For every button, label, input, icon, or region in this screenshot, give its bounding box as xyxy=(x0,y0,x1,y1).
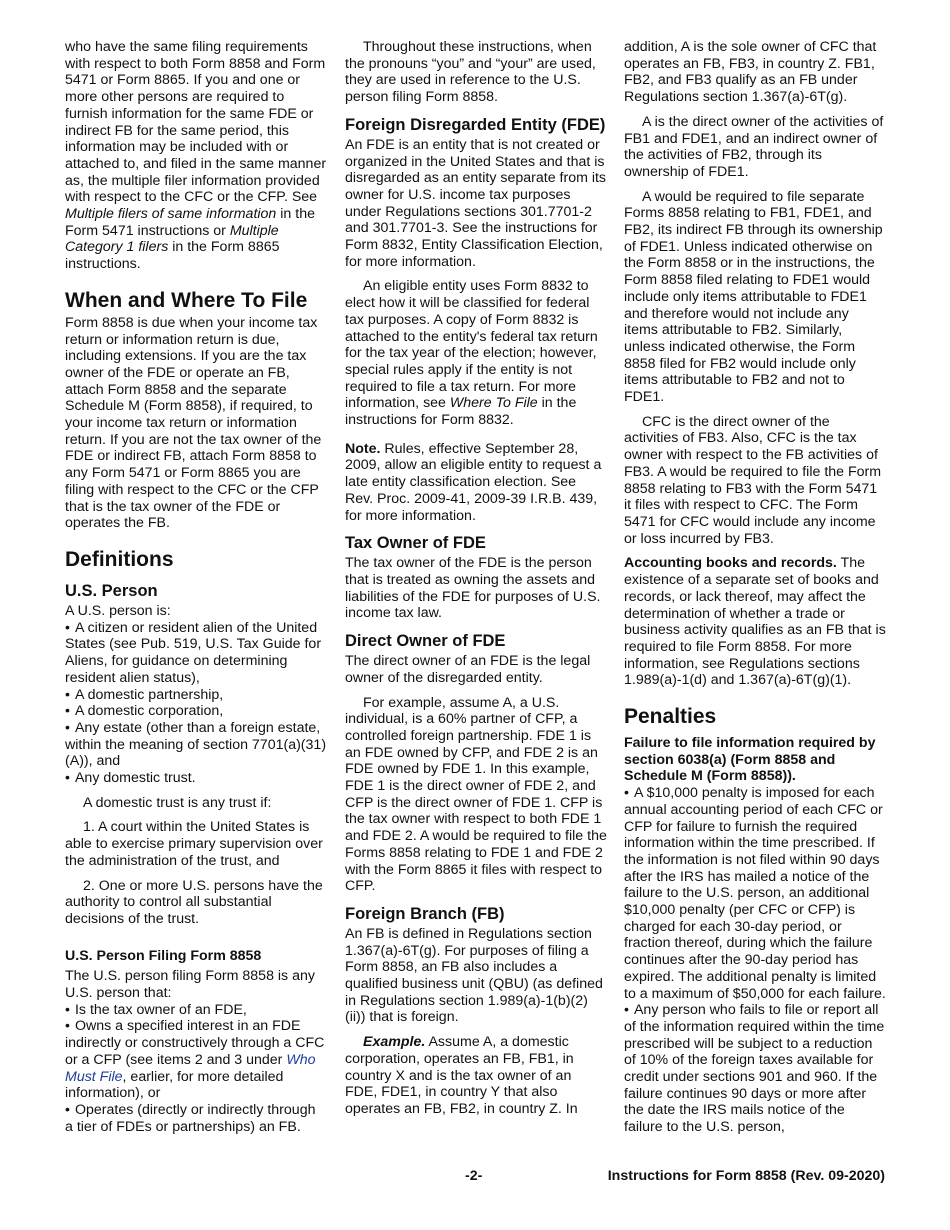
list-item: • Any domestic trust. xyxy=(65,770,327,787)
paragraph-accounting-books: Accounting books and records. The existence of a separate set of books and records, or lack thereof, may affect the determination of whether a trade or business activity qualifies as an FB that is required to file Form 8858. For more information, see Regulations sections 1.989(a)-1(d) and 1.367(a)-6T(g)(1). xyxy=(624,555,886,689)
list-item: • A domestic partnership, xyxy=(65,687,327,704)
heading-fde: Foreign Disregarded Entity (FDE) xyxy=(345,115,606,134)
trust-condition-2: 2. One or more U.S. persons have the authority to control all substantial decisions of the trust. xyxy=(65,877,323,927)
paragraph-direct-owner: The direct owner of an FDE is the legal owner of the disregarded entity. xyxy=(345,653,591,686)
list-item: • A domestic corporation, xyxy=(65,703,327,720)
list-item: • Any estate (other than a foreign estate, within the meaning of section 7701(a)(31)(A)), and xyxy=(65,720,327,770)
paragraph-fde: An FDE is an entity that is not created or organized in the United States and that is disregarded as an entity separate from its owner for U.S. income tax purposes under Regulations sections 301.7701-2 and 301.7701-3. See the instructions for Form 8832, Entity Classification Election, for more information. xyxy=(345,136,607,270)
list-item: • Is the tax owner of an FDE, xyxy=(65,1002,327,1019)
paragraph-pronouns: Throughout these instructions, when the pronouns “you” and “your” are used, they are used in reference to the U.S. person filing Form 8858. xyxy=(345,39,596,106)
paragraph-us-person: A U.S. person is: xyxy=(65,602,171,619)
heading-foreign-branch: Foreign Branch (FB) xyxy=(345,904,505,923)
paragraph-eligible-entity: An eligible entity uses Form 8832 to elect how it will be classified for federal tax purposes. A copy of Form 8832 is attached to the entity's federal tax return for the tax year of the election; however, special rules apply if the entity is not required to file a tax return. For more information, see Where To File in the instructions for Form 8832. xyxy=(345,278,598,429)
trust-condition-1: 1. A court within the United States is able to exercise primary supervision over the administration of the trust, and xyxy=(65,819,323,869)
list-item: • A citizen or resident alien of the United States (see Pub. 519, U.S. Tax Guide for Aliens, for guidance on determining resident alien status), xyxy=(65,620,327,687)
footer-title: Instructions for Form 8858 (Rev. 09-2020) xyxy=(607,1168,885,1184)
heading-penalties: Penalties xyxy=(624,705,717,729)
paragraph-a-required: A would be required to file separate Forms 8858 relating to FB1, FDE1, and FB2, its indirect FB through its ownership of FDE1. Unless indicated otherwise on the Form 8858 or in the instructions, the Form 8858 filed relating to FDE1 would include only items attributable to FDE1 and therefore would not include any items attributable to FB2. Similarly, unless indicated otherwise, the Form 8858 filed for FB2 would include only items attributable to FB2 and not to FDE1. xyxy=(624,188,883,406)
paragraph-cfc: CFC is the direct owner of the activities of FB3. Also, CFC is the tax owner with respect to the FB activities of FB3. A would be required to file the Form 8858 relating to FB3 with the Form 5471 it files with respect to CFC. The Form 5471 for CFC would include any income or loss incurred by FB3. xyxy=(624,413,882,547)
paragraph-foreign-branch: An FB is defined in Regulations section 1.367(a)-6T(g). For purposes of filing a Form 8858, an FB also includes a qualified business unit (QBU) (as defined in Regulations section 1.989(a)-1(b)(2)(ii)) that is foreign. xyxy=(345,925,603,1026)
paragraph-tax-owner: The tax owner of the FDE is the person that is treated as owning the assets and liabilities of the FDE for purposes of U.S. income tax law. xyxy=(345,555,601,622)
paragraph-a-direct-owner: A is the direct owner of the activities of FB1 and FDE1, and an indirect owner of the activities of FB2, through its ownership of FDE1. xyxy=(624,113,884,180)
heading-direct-owner: Direct Owner of FDE xyxy=(345,632,506,651)
heading-when-where: When and Where To File xyxy=(65,288,308,312)
filing-list xyxy=(65,1002,327,1136)
who-must-file-link[interactable]: Who Must File xyxy=(65,1051,316,1085)
paragraph-multiple-filers: who have the same filing requirements with respect to both Form 8858 and Form 5471 or Form 8865. If you and one or more other persons are required to furnish information for the same FDE or indirect FB for the same period, this information may be included with or attached to, and filed in the same manner as, the multiple filer information provided with respect to the CFC or the CFP. See Multiple filers of same information in the Form 5471 instructions or Multiple Category 1 filers in the Form 8865 instructions. xyxy=(65,39,327,273)
heading-failure-to-file: Failure to file information required by section 6038(a) (Form 8858 and Schedule M (Form 8858)). xyxy=(624,735,876,785)
list-item: • Owns a specified interest in an FDE indirectly or constructively through a CFC or a CFP (see items 2 and 3 under Who Must File, earlier, for more detailed information), or xyxy=(65,1018,327,1102)
column-2 xyxy=(345,39,607,1126)
list-item: • Operates (directly or indirectly through a tier of FDEs or partnerships) an FB. xyxy=(65,1102,327,1135)
paragraph-domestic-trust: A domestic trust is any trust if: xyxy=(83,794,272,811)
us-person-list xyxy=(65,620,327,787)
column-3 xyxy=(624,39,886,1136)
heading-tax-owner: Tax Owner of FDE xyxy=(345,534,486,553)
paragraph-direct-owner-example: For example, assume A, a U.S. individual, is a 60% partner of CFP, a controlled foreign partnership. FDE 1 is an FDE owned by CFP, and FDE 2 is an FDE owned by FDE 1. In this example, FDE 1 is the direct owner of FDE 2, and CFP is the direct owner of FDE 1. CFP is the tax owner with respect to both FDE 1 and FDE 2. A would be required to file the Forms 8858 relating to FDE 1 and FDE 2 with the Form 8865 it files with respect to CFP. xyxy=(345,694,607,895)
heading-us-person-filing: U.S. Person Filing Form 8858 xyxy=(65,947,262,964)
heading-definitions: Definitions xyxy=(65,547,174,571)
paragraph-when-where: Form 8858 is due when your income tax return or information return is due, including extensions. If you are the tax owner of the FDE or operate an FB, attach Form 8858 and the separate Schedule M (Form 8858), if required, to your income tax return or information return. If you are not the tax owner of the FDE or indirect FB, attach Form 8858 to any Form 5471 or Form 8865 you are filing with respect to the CFC or the CFP that is the tax owner of the FDE or operates the FB. xyxy=(65,314,322,532)
list-item: • A $10,000 penalty is imposed for each annual accounting period of each CFC or CFP for failure to furnish the required information within the time prescribed. If the information is not filed within 90 days after the IRS has mailed a notice of the failure to the U.S. person, an additional $10,000 penalty (per CFC or CFP) is charged for each 30-day period, or fraction thereof, during which the failure continues after the 90-day period has expired. The additional penalty is limited to a maximum of $50,000 for each failure. xyxy=(624,785,886,1002)
paragraph-example-continued: addition, A is the sole owner of CFC that operates an FB, FB3, in country Z. FB1, FB2, and FB3 qualify as an FB under Regulations section 1.367(a)-6T(g). xyxy=(624,39,877,106)
note-paragraph: Note. Rules, effective September 28, 2009, allow an eligible entity to request a late entity classification election. See Rev. Proc. 2009-41, 2009-39 I.R.B. 439, for more information. xyxy=(345,440,602,524)
heading-us-person: U.S. Person xyxy=(65,581,158,600)
page-number: -2- xyxy=(465,1168,483,1184)
paragraph-us-person-filing: The U.S. person filing Form 8858 is any U.S. person that: xyxy=(65,968,315,1002)
paragraph-fb-example: Example. Assume A, a domestic corporation, operates an FB, FB1, in country X and is the tax owner of an FDE, FDE1, in country Y that also operates an FB, FB2, in country Z. In xyxy=(345,1034,578,1117)
list-item: • Any person who fails to file or report all of the information required within the time prescribed will be subject to a reduction of 10% of the foreign taxes available for credit under sections 901 and 960. If the failure continues 90 days or more after the date the IRS mails notice of the failure to the U.S. person, xyxy=(624,1002,886,1136)
penalty-list xyxy=(624,785,886,1136)
column-1 xyxy=(65,39,327,1135)
